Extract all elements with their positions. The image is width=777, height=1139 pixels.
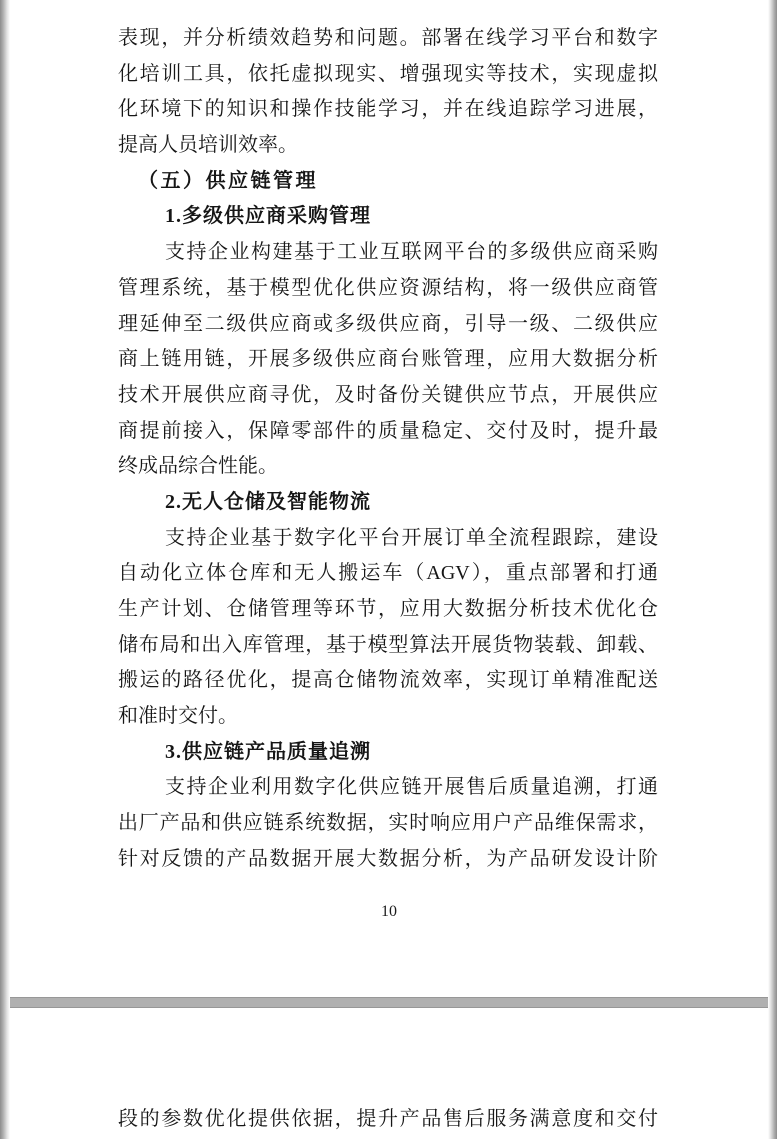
body-text-line: 化培训工具，依托虚拟现实、增强现实等技术，实现虚拟	[118, 62, 658, 85]
subsection-heading: 2.无人仓储及智能物流	[165, 490, 371, 513]
body-text-line: 表现，并分析绩效趋势和问题。部署在线学习平台和数字	[118, 27, 658, 49]
body-text-line: 针对反馈的产品数据开展大数据分析，为产品研发设计阶	[118, 847, 658, 870]
page-number: 10	[381, 903, 397, 920]
body-text-line: 技术开展供应商寻优，及时备份关键供应节点，开展供应	[118, 383, 658, 406]
body-text-line: 和准时交付。	[118, 705, 238, 728]
body-text-line: 出厂产品和供应链系统数据，实时响应用户产品维保需求，	[118, 812, 658, 835]
page-gap	[0, 997, 777, 1008]
document-page-10[interactable]	[10, 0, 768, 997]
page-11-text-column	[118, 1102, 658, 1138]
body-text-line: 段的参数优化提供依据，提升产品售后服务满意度和交付	[118, 1108, 658, 1130]
section-heading: （五）供应链管理	[138, 169, 318, 192]
viewer-right-edge-shadow	[768, 0, 777, 1139]
page-10-text-column	[118, 21, 658, 878]
body-text-line: 理延伸至二级供应商或多级供应商，引导一级、二级供应	[118, 312, 658, 335]
body-text-line: 储布局和出入库管理，基于模型算法开展货物装载、卸载、	[118, 633, 658, 656]
viewer-left-edge-shadow	[0, 0, 10, 1139]
document-page-11[interactable]	[10, 1008, 768, 1139]
subsection-heading: 3.供应链产品质量追溯	[165, 740, 371, 763]
body-text-line: 自动化立体仓库和无人搬运车（AGV），重点部署和打通	[118, 562, 658, 585]
subsection-heading: 1.多级供应商采购管理	[165, 205, 371, 228]
body-text-line: 支持企业利用数字化供应链开展售后质量追溯，打通	[165, 776, 658, 799]
body-text-line: 商提前接入，保障零部件的质量稳定、交付及时，提升最	[118, 419, 658, 442]
body-text-line: 支持企业基于数字化平台开展订单全流程跟踪，建设	[165, 526, 658, 549]
body-text-line: 搬运的路径优化，提高仓储物流效率，实现订单精准配送	[118, 669, 658, 692]
body-text-line: 终成品综合性能。	[118, 455, 278, 478]
body-text-line: 生产计划、仓储管理等环节，应用大数据分析技术优化仓	[118, 598, 658, 620]
body-text-line: 商上链用链，开展多级供应商台账管理，应用大数据分析	[118, 348, 658, 371]
body-text-line: 化环境下的知识和操作技能学习，并在线追踪学习进展，	[118, 98, 658, 121]
body-text-line: 支持企业构建基于工业互联网平台的多级供应商采购	[165, 241, 658, 264]
body-text-line: 提高人员培训效率。	[118, 134, 298, 157]
body-text-line: 管理系统，基于模型优化供应资源结构，将一级供应商管	[118, 276, 658, 299]
